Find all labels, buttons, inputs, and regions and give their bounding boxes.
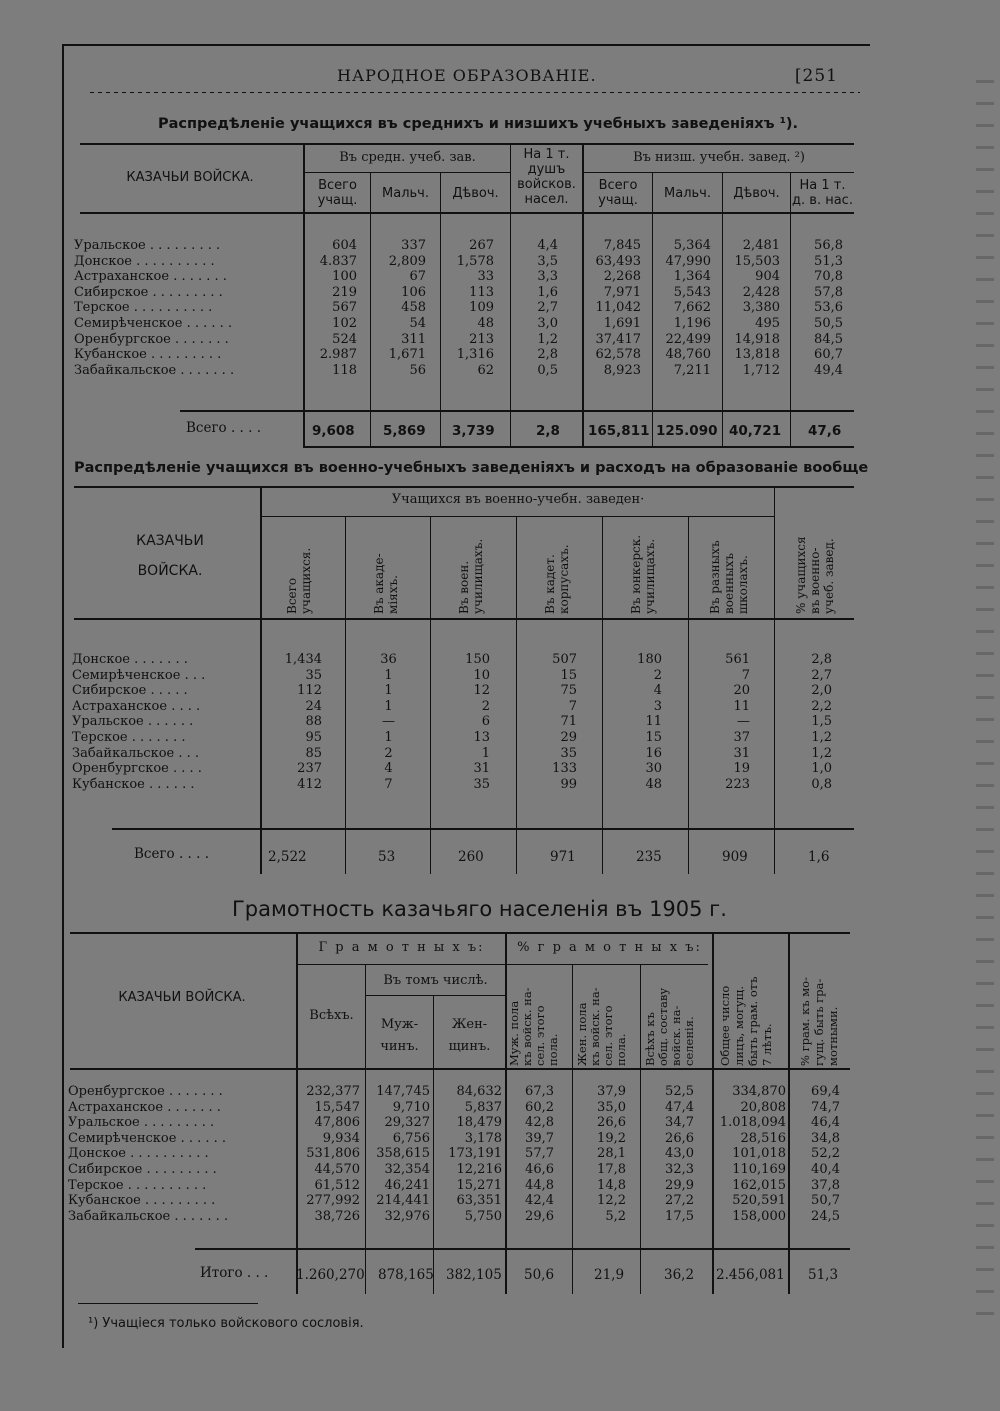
table3-rule (365, 995, 505, 996)
table3-head-muzh: Муж- чинъ. (380, 1017, 419, 1054)
table2-total-c7: 1,6 (808, 849, 830, 865)
table1-head-per1: На 1 т. душъ войсков. насел. (517, 147, 576, 207)
table2-vline (345, 516, 346, 874)
table3-total-c2: 878,165 (378, 1267, 434, 1283)
table2-head-junker: Въ юнкерск. училищахъ. (629, 534, 657, 614)
table1-col-vsego: 604 4.837 100 219 567 102 524 2.987 118 (319, 238, 357, 378)
table3-title: Грамотность казачьяго населенія въ 1905 г. (232, 897, 727, 921)
table2-vline (430, 516, 431, 874)
table2-total-label: Всего . . . . (134, 846, 210, 862)
running-title: НАРОДНОЕ ОБРАЗОВАНІЕ. (337, 66, 597, 85)
table1-total-c6: 125.090 (656, 423, 718, 439)
table3-head-group1: Г р а м о т н ы х ъ: (318, 940, 485, 955)
table2-col-percent: 2,8 2,7 2,0 2,2 1,5 1,2 1,2 1,0 0,8 (811, 652, 832, 792)
table3-total-label: Итого . . . (200, 1265, 269, 1281)
table3-col-v3: 52,5 47,4 34,7 26,6 43,0 32,3 29,9 27,2 17,5 (665, 1084, 694, 1224)
header-rule (90, 92, 860, 93)
table3-head-name: КАЗАЧЬИ ВОЙСКА. (118, 990, 246, 1005)
table1-head-group-low: Въ низш. учебн. завед. ²) (633, 150, 805, 165)
table1-total-c2: 5,869 (383, 423, 426, 439)
scan-edge-marks (976, 80, 994, 1330)
table3-total-c7: 2.456,081 (716, 1267, 785, 1283)
footnote: ¹) Учащіеся только войскового сословія. (88, 1316, 364, 1331)
table1-col-per1: 4,4 3,5 3,3 1,6 2,7 3,0 1,2 2,8 0,5 (537, 238, 558, 378)
table2-total-c1: 2,522 (268, 849, 307, 865)
table3-col-v1: 67,3 60,2 42,8 39,7 57,7 46,6 44,8 42,4 29,6 (525, 1084, 554, 1224)
table3-vline (572, 964, 573, 1294)
table2-head-percent: % учащихся въ военно- учеб. завед. (794, 536, 836, 614)
table2-vline (516, 516, 517, 874)
table3-head-v3: Всѣхъ къ общ. составу войск. на- селенія. (643, 987, 696, 1066)
table1-col-devoch2: 2,481 15,503 904 2,428 3,380 495 14,918 13,818 1,712 (734, 238, 780, 378)
table3-total-c5: 21,9 (594, 1267, 625, 1283)
table1-total-c7: 40,721 (729, 423, 782, 439)
table3-rule (298, 964, 708, 965)
table1-head-name: КАЗАЧЬИ ВОЙСКА. (126, 170, 254, 185)
table2-total-c3: 260 (458, 849, 484, 865)
table2-head-voen: Въ воен. училищахъ. (457, 538, 485, 614)
page-number: [251 (794, 66, 838, 86)
table2-head-group: Учащихся въ военно-учебн. заведен· (391, 492, 645, 507)
table2-head-name: КАЗАЧЬИ ВОЙСКА. (136, 533, 204, 579)
table2-top-rule (74, 486, 854, 488)
table3-col-v5: 69,4 74,7 46,4 34,8 52,2 40,4 37,8 50,7 24,5 (811, 1084, 840, 1224)
table3-head-group2: % г р а м о т н ы х ъ: (517, 940, 702, 955)
table3-top-rule (70, 932, 850, 934)
table3-total-c1: 1.260,270 (296, 1267, 365, 1283)
table1-head-vsego2: Всего учащ. (598, 178, 638, 208)
table3-total-c3: 382,105 (446, 1267, 502, 1283)
table3-head-zhen: Жен- щинъ. (448, 1017, 491, 1054)
table3-head-v1: Муж. пола къ войск. на- сел. этого пола. (507, 987, 560, 1066)
footnote-rule (78, 1303, 258, 1304)
table3-head-sub: Въ томъ числѣ. (383, 973, 488, 988)
table2-col-kadet: 507 15 75 7 71 29 35 133 99 (552, 652, 577, 792)
table3-total-rule (195, 1248, 850, 1250)
table1-title: Распредѣленіе учащихся въ среднихъ и низшихъ учебныхъ заведеніяхъ ¹). (158, 116, 799, 132)
table2-head-rule (74, 618, 854, 620)
table1-col-vsego2: 7,845 63,493 2,268 7,971 11,042 1,691 37,417 62,578 8,923 (595, 238, 641, 378)
table1-total-label: Всего . . . . (186, 420, 262, 436)
table3-head-vseh: Всѣхъ. (309, 1008, 354, 1023)
table1-total-c5: 165,811 (588, 423, 650, 439)
table3-row-names: Оренбургское . . . . . . . Астраханское . . . . . . . Уральское . . . . . . . . . Семирѣченское . . . . . . Донское . . . . . . . . . . Сибирское . . . . . . . . . Терское . . . . . . . . . . Кубанское . . . . . . . . . Забайкальское . . . . . . . (68, 1084, 229, 1224)
table1-head-malch2: Мальч. (664, 186, 711, 201)
table3-col-v4: 334,870 20,808 1.018,094 28,516 101,018 110,169 162,015 520,591 158,000 (719, 1084, 786, 1224)
table3-total-c6: 36,2 (664, 1267, 695, 1283)
table3-col-muzh: 147,745 9,710 29,327 6,756 358,615 32,354 46,241 214,441 32,976 (376, 1084, 430, 1224)
table1-total-c1: 9,608 (312, 423, 355, 439)
table2-total-c5: 235 (636, 849, 662, 865)
table3-total-c4: 50,6 (524, 1267, 555, 1283)
table1-total-rule (180, 410, 854, 412)
table2-col-voen: 150 10 12 2 6 13 1 31 35 (465, 652, 490, 792)
running-header (62, 64, 868, 92)
table3-col-vseh: 232,377 15,547 47,806 9,934 531,806 44,570 61,512 277,992 38,726 (306, 1084, 360, 1224)
table1-col-per2: 56,8 51,3 70,8 57,8 53,6 50,5 84,5 60,7 49,4 (814, 238, 843, 378)
table3-col-v2: 37,9 35,0 26,6 19,2 28,1 17,8 14,8 12,2 5,2 (597, 1084, 626, 1224)
table2-row-names: Донское . . . . . . . Семирѣченское . . . Сибирское . . . . . Астраханское . . . . Уральское . . . . . . Терское . . . . . . . Забайкальское . . . Оренбургское . . . . Кубанское . . . . . . (72, 652, 206, 792)
table1-total-c3: 3,739 (452, 423, 495, 439)
table1-head-vsego: Всего учащ. (317, 178, 358, 208)
table1-bottom-rule (305, 446, 854, 448)
table3-head-v4: Общее число лицъ, могущ. быть грам. отъ 7 лѣтъ. (718, 976, 774, 1066)
table1-head-devoch2: Дѣвоч. (733, 186, 780, 201)
table2-total-c6: 909 (722, 849, 748, 865)
table1-head-rule (80, 212, 854, 214)
table2-head-kadet: Въ кадет. корпусахъ. (543, 544, 571, 614)
table2-total-rule (112, 828, 854, 830)
table2-head-akad: Въ акаде- міяхъ. (372, 553, 400, 614)
table1-head-malch: Мальч. (382, 186, 429, 201)
table2-head-vsego: Всего учащихся. (285, 547, 313, 614)
table1-row-names: Уральское . . . . . . . . . Донское . . . . . . . . . . Астраханское . . . . . . . Сибирское . . . . . . . . . Терское . . . . . . . . . . Семирѣченское . . . . . . Оренбургское . . . . . . . Кубанское . . . . . . . . . Забайкальское . . . . . . . (74, 238, 235, 378)
table2-vline (688, 516, 689, 874)
table1-head-devoch: Дѣвоч. (452, 186, 499, 201)
table2-title: Распредѣленіе учащихся въ военно-учебныхъ заведеніяхъ и расходъ на образованіе вообще (74, 460, 869, 476)
table3-total-c8: 51,3 (808, 1267, 839, 1283)
table1-col-devoch: 267 1,578 33 113 109 48 213 1,316 62 (456, 238, 494, 378)
table3-head-rule (70, 1068, 850, 1070)
table1-rule (584, 172, 854, 173)
table1-rule (305, 172, 510, 173)
table2-col-akad: 36 1 1 1 — 1 2 4 7 (380, 652, 397, 792)
table3-col-zhen: 84,632 5,837 18,479 3,178 173,191 12,216 15,271 63,351 5,750 (448, 1084, 502, 1224)
table2-col-junker: 180 2 4 3 11 15 16 30 48 (637, 652, 662, 792)
table3-head-v2: Жен. пола къ войск. на- сел. этого пола. (575, 987, 628, 1066)
table2-col-vsego: 1,434 35 112 24 88 95 85 237 412 (284, 652, 322, 792)
table2-vline (602, 516, 603, 874)
table2-head-raznyh: Въ разныхъ военныхъ школахъ. (708, 540, 750, 614)
table1-total-c4: 2,8 (536, 423, 560, 439)
table2-rule (262, 516, 774, 517)
table1-total-c8: 47,6 (808, 423, 842, 439)
table1-head-group-mid: Въ средн. учеб. зав. (339, 150, 476, 165)
table1-col-malch: 337 2,809 67 106 458 54 311 1,671 56 (388, 238, 426, 378)
table1-col-malch2: 5,364 47,990 1,364 5,543 7,662 1,196 22,499 48,760 7,211 (665, 238, 711, 378)
table1-top-rule (80, 143, 854, 145)
table2-col-raznyh: 561 7 20 11 — 37 31 19 223 (725, 652, 750, 792)
table2-total-c4: 971 (550, 849, 576, 865)
table2-total-c2: 53 (378, 849, 396, 865)
table1-head-per2: На 1 т. д. в. нас. (792, 178, 853, 208)
table3-vline (640, 964, 641, 1294)
table3-head-v5: % грам. къ мо- гущ. быть гра- мотными. (798, 977, 840, 1066)
table2-vline (774, 486, 775, 874)
